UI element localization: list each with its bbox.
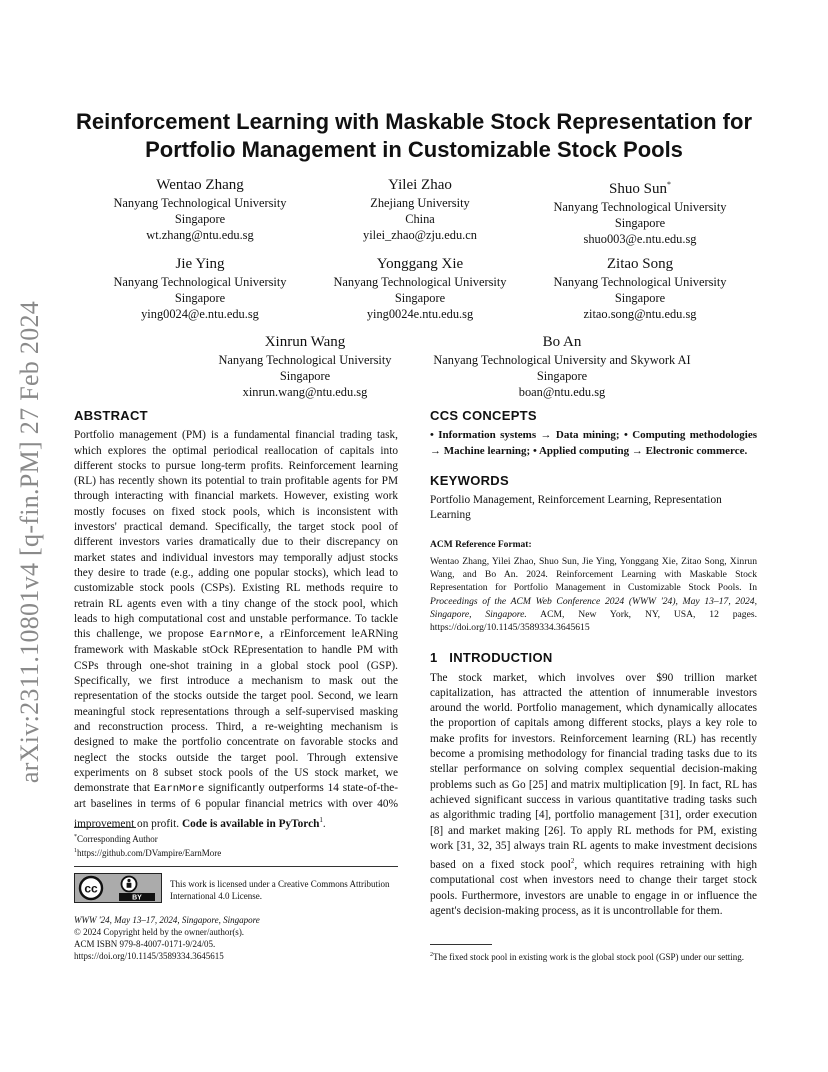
acm-ref-heading: ACM Reference Format:	[430, 539, 532, 550]
paper-title	[60, 108, 768, 164]
venue-info	[74, 914, 398, 962]
author-country: Singapore	[279, 369, 331, 383]
ccs-heading: CCS CONCEPTS	[430, 408, 537, 423]
author-block	[80, 175, 320, 243]
title-line-2: Portfolio Management in Customizable Stock Pools	[145, 137, 683, 162]
author-affiliation: Nanyang Technological University	[113, 196, 287, 210]
abstract-end: .	[322, 817, 326, 830]
author-block	[520, 254, 760, 322]
author-email: zitao.song@ntu.edu.sg	[583, 307, 697, 321]
footnote-rule	[430, 944, 492, 945]
author-name: Xinrun Wang	[264, 334, 346, 350]
author-country: Singapore	[394, 291, 446, 305]
author-email: yilei_zhao@zju.edu.cn	[363, 228, 477, 242]
intro-body: The stock market, which involves over $90 trillion market capitalization, has attracted the attention of innumerable investors around the world. Portfolio management, which dynamically allocates the proportion of capitals among different stocks, plays a key role to make profits for investors. Reinforcement learning (RL) has recently become a promising methodology for financial trading tasks due to its stellar performance on solving complex sequential decision-making problems such as Go [25] and matrix multiplication [9]. In fact, RL has achieved significant success in various quantitative trading tasks such as algorithmic trading [4], portfolio management [31], order execution [8] and market making [26]. To apply RL methods for PM, existing work [31, 32, 35] always train RL agents to make investment decisions based on a fixed stock pool$^2$, which requires retraining with high computational cost when investors need to change their target stock pools. Furthermore, investors are unable to engage in or influence the agent's decision-making process, as it is uncontrollable for them.	[430, 671, 757, 917]
footnotes-left	[74, 831, 398, 859]
author-name: Yilei Zhao	[388, 177, 452, 193]
arxiv-id: arXiv:2311.10801v4 [q-fin.PM] 27 Feb 2024	[15, 300, 44, 784]
author-affiliation: Zhejiang University	[370, 196, 470, 210]
venue-line: WWW '24, May 13–17, 2024, Singapore, Singapore	[74, 915, 260, 925]
cc-text: cc	[84, 881, 98, 896]
author-name: Jie Ying	[175, 256, 225, 272]
author-name: Bo An	[542, 334, 582, 350]
section-number: 1	[430, 650, 438, 666]
copyright-line: © 2024 Copyright held by the owner/author(s).	[74, 927, 245, 937]
author-block	[300, 254, 540, 322]
author-affiliation: Nanyang Technological University	[553, 200, 727, 214]
author-affiliation: Nanyang Technological University	[113, 275, 287, 289]
by-text: BY	[132, 894, 142, 902]
author-email: ying0024@e.ntu.edu.sg	[141, 307, 259, 321]
abstract-text-2: , a rEinforcement leARNing framework with Maskable stOck REpresentation to handle PM with CSPs through one-shot training in a global stock pool (GSP). Specifically, we first introduce a mechanism to mask out the representation of the stocks outside the target pool. Second, we learn meaningful stock representations through a self-supervised masking and reconstruction process. Third, a re-weighting mechanism is designed to make the portfolio concentrate on favorable stocks and neglect the stocks outside the target pool. Through extensive experiments on 8 subset stock pools of the US stock market, we demonstrate that	[74, 628, 398, 795]
author-country: Singapore	[614, 216, 666, 230]
author-country: Singapore	[614, 291, 666, 305]
author-block	[412, 332, 712, 400]
author-affiliation: Nanyang Technological University	[333, 275, 507, 289]
author-name: Zitao Song	[606, 256, 674, 272]
abstract-text-3: significantly outperforms 14 state-of-the-art baselines in terms of 6 popular financial metrics with over 40% improvement on profit.	[74, 782, 398, 830]
abstract-heading: ABSTRACT	[74, 408, 148, 423]
footnote-rule	[74, 827, 136, 828]
code-name: EarnMore	[209, 629, 261, 642]
author-block	[80, 254, 320, 322]
author-affiliation: Nanyang Technological University	[553, 275, 727, 289]
footnote-ref: 1	[319, 815, 323, 824]
abstract-text-1: Portfolio management (PM) is a fundamental financial trading task, which explores the optimal periodical reallocation of capitals into different stocks to pursue long-term profits. Reinforcement learning (RL) has recently shown its potential to train profitable agents for PM through interacting with financial markets. However, existing work mostly focuses on fixed stock pools, which is inconsistent with investors' practical demand. Specifically, the target stock pool of different investors varies dramatically due to their discrepancy on market states and individual investors may temporally adjust stocks they desire to trade (e.g., adding one popular stocks), which lead to customizable stock pools (CSPs). Existing RL methods require to retrain RL agents even with a tiny change of the stock pool, which leads to high computational cost and unstable performance. To tackle this challenge, we propose	[74, 429, 398, 641]
isbn-line: ACM ISBN 979-8-4007-0171-9/24/05.	[74, 939, 216, 949]
abstract-section	[74, 408, 398, 832]
author-email: wt.zhang@ntu.edu.sg	[146, 228, 254, 242]
author-affiliation: Nanyang Technological University and Skywork AI	[433, 353, 691, 367]
keywords-text: Portfolio Management, Reinforcement Learning, Representation Learning	[430, 494, 722, 522]
license-text: This work is licensed under a Creative Commons Attribution International 4.0 License.	[170, 879, 390, 901]
author-email: boan@ntu.edu.sg	[518, 385, 606, 399]
author-country: Singapore	[174, 212, 226, 226]
author-name	[520, 175, 760, 199]
abstract-body	[74, 428, 398, 831]
code-url-footnote[interactable]: $^1$https://github.com/DVampire/EarnMore	[74, 848, 222, 858]
doi-link[interactable]: https://doi.org/10.1145/3589334.3645615	[74, 951, 224, 961]
author-country: China	[405, 212, 435, 226]
author-block	[195, 332, 415, 400]
author-name: Wentao Zhang	[156, 177, 244, 193]
author-name: Yonggang Xie	[376, 256, 464, 272]
code-name: EarnMore	[153, 783, 205, 796]
keywords-heading: KEYWORDS	[430, 472, 509, 488]
author-name-text: Shuo Sun	[609, 181, 667, 197]
license-rule	[74, 866, 398, 867]
section-title: INTRODUCTION	[449, 650, 553, 666]
right-column	[430, 408, 757, 919]
title-line-1: Reinforcement Learning with Maskable Stock Representation for	[75, 109, 753, 134]
author-country: Singapore	[536, 369, 588, 383]
acm-ref-text: Wentao Zhang, Yilei Zhao, Shuo Sun, Jie Ying, Yonggang Xie, Zitao Song, Xinrun Wang, and Bo An. 2024. Reinforcement Learning with Maskable Stock Representation for Portfolio Management in Customizable Stock Pools. In Proceedings of the ACM Web Conference 2024 (WWW '24), May 13–17, 2024, Singapore, Singapore. ACM, New York, NY, USA, 12 pages. https://doi.org/10.1145/3589334.3645615	[430, 556, 757, 634]
author-country: Singapore	[174, 291, 226, 305]
cc-by-icon	[75, 874, 161, 902]
author-block	[520, 175, 760, 247]
intro-heading	[430, 650, 757, 665]
footnote-ref: 2	[570, 857, 575, 866]
corresponding-mark: *	[666, 180, 671, 189]
code-availability: Code is available in PyTorch	[181, 817, 320, 830]
corresponding-footnote: *Corresponding Author	[74, 834, 158, 844]
author-email: xinrun.wang@ntu.edu.sg	[242, 385, 368, 399]
ccs-text: • Information systems → Data mining; • Computing methodologies → Machine learning; • Applied computing → Electronic commerce.	[430, 429, 757, 457]
author-email: ying0024e.ntu.edu.sg	[366, 307, 474, 321]
cc-by-badge	[74, 873, 162, 903]
arxiv-sidebar	[10, 272, 50, 812]
footnote-right: $^2$The fixed stock pool in existing work is the global stock pool (GSP) under our setting.	[430, 952, 744, 962]
author-email: shuo003@e.ntu.edu.sg	[583, 232, 697, 246]
author-block	[300, 175, 540, 243]
author-affiliation: Nanyang Technological University	[218, 353, 392, 367]
